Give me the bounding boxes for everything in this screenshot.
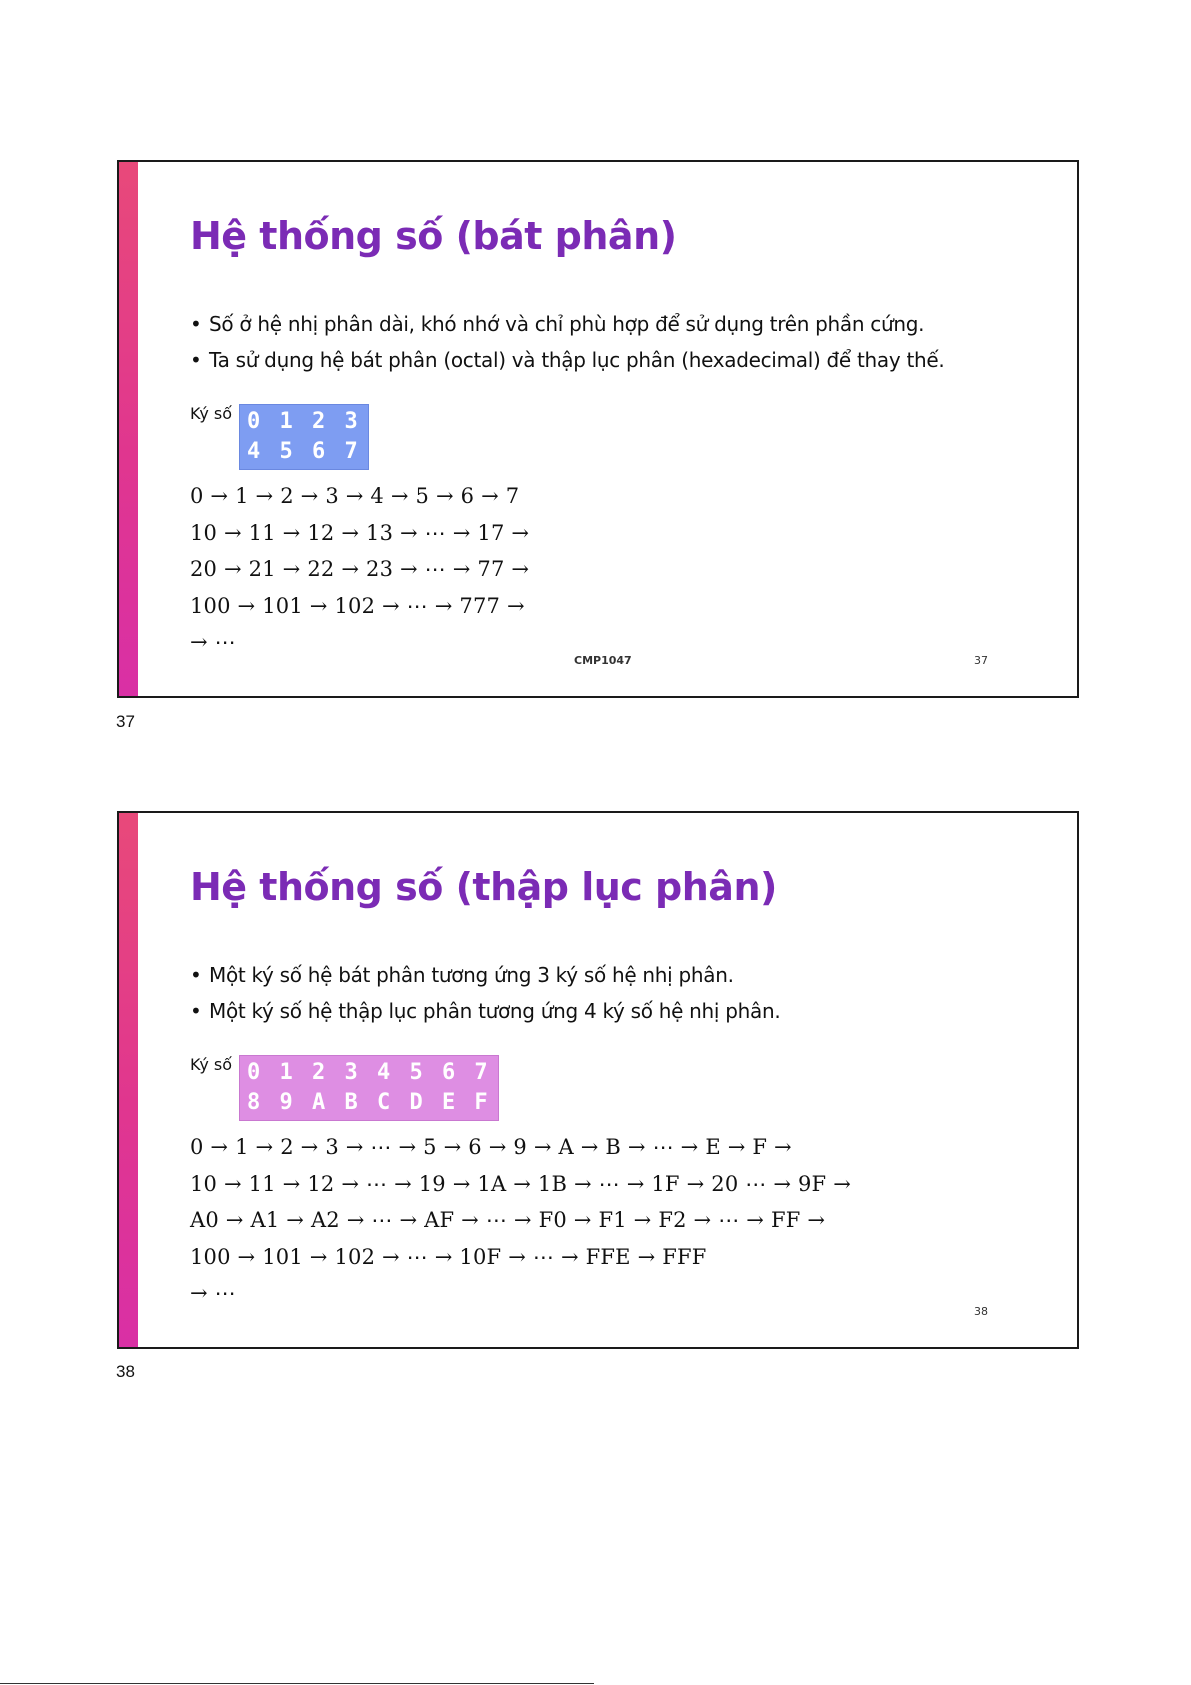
digit-row: 0 1 2 3	[247, 409, 361, 434]
slide-accent-bar	[119, 813, 138, 1347]
slide-number: 37	[974, 654, 988, 667]
slide-accent-bar	[119, 162, 138, 696]
sequence-line: A0 → A1 → A2 → ⋯ → AF → ⋯ → F0 → F1 → F2 → ⋯ → FF →	[190, 1208, 826, 1232]
course-code: CMP1047	[574, 654, 632, 667]
octal-digit-box	[239, 404, 369, 470]
sequence-line: 0 → 1 → 2 → 3 → 4 → 5 → 6 → 7	[190, 484, 520, 508]
sequence-line: → ⋯	[190, 630, 236, 654]
slide-title: Hệ thống số (thập lục phân)	[190, 865, 777, 909]
digit-label: Ký số	[190, 1055, 233, 1074]
bullet-dot: •	[190, 348, 202, 372]
sequence-line: 20 → 21 → 22 → 23 → ⋯ → 77 →	[190, 557, 530, 581]
sequence-line: 100 → 101 → 102 → ⋯ → 777 →	[190, 593, 525, 618]
sequence-line: 10 → 11 → 12 → 13 → ⋯ → 17 →	[190, 520, 530, 545]
bullet-item: • Một ký số hệ bát phân tương ứng 3 ký số hệ nhị phân.	[190, 957, 780, 993]
counting-sequence	[190, 478, 529, 661]
bullet-dot: •	[190, 312, 202, 336]
footnote-rule	[0, 1683, 594, 1684]
counting-sequence	[190, 1129, 851, 1312]
page-label: 37	[116, 712, 135, 731]
bullet-item: • Ta sử dụng hệ bát phân (octal) và thập lục phân (hexadecimal) để thay thế.	[190, 342, 944, 378]
hex-digit-box	[239, 1055, 499, 1121]
sequence-line: 10 → 11 → 12 → ⋯ → 19 → 1A → 1B → ⋯ → 1F → 20 ⋯ → 9F →	[190, 1171, 851, 1196]
bullet-dot: •	[190, 963, 202, 987]
bullet-item: • Số ở hệ nhị phân dài, khó nhớ và chỉ phù hợp để sử dụng trên phần cứng.	[190, 306, 944, 342]
slide-title: Hệ thống số (bát phân)	[190, 214, 677, 258]
sequence-line: → ⋯	[190, 1281, 236, 1305]
bullet-list	[190, 957, 780, 1029]
bullet-list	[190, 306, 944, 378]
digit-row: 4 5 6 7	[247, 439, 361, 464]
digit-row: 0 1 2 3 4 5 6 7	[247, 1060, 491, 1085]
bullet-dot: •	[190, 999, 202, 1023]
digit-label: Ký số	[190, 404, 233, 423]
sequence-line: 100 → 101 → 102 → ⋯ → 10F → ⋯ → FFE → FFF	[190, 1244, 707, 1269]
slide-octal	[117, 160, 1079, 698]
slide-hexadecimal	[117, 811, 1079, 1349]
sequence-line: 0 → 1 → 2 → 3 → ⋯ → 5 → 6 → 9 → A → B → ⋯ → E → F →	[190, 1135, 792, 1159]
slide-number: 38	[974, 1305, 988, 1318]
page-label: 38	[116, 1362, 135, 1381]
digit-row: 8 9 A B C D E F	[247, 1090, 491, 1115]
bullet-item: • Một ký số hệ thập lục phân tương ứng 4 ký số hệ nhị phân.	[190, 993, 780, 1029]
